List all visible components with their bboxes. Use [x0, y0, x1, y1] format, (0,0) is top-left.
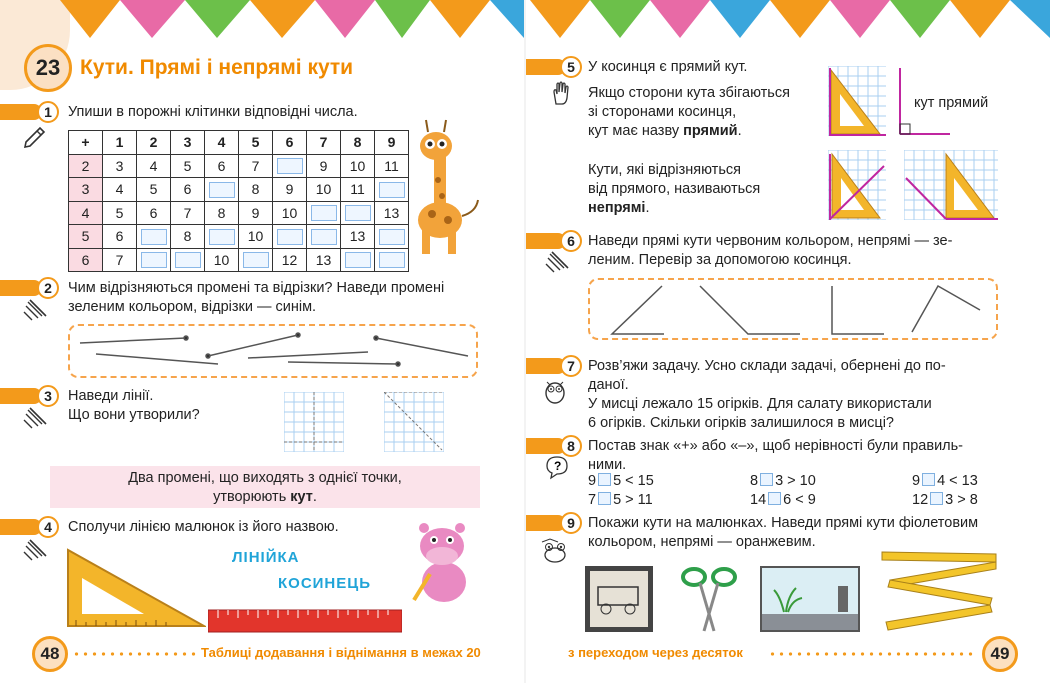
table-cell: 13	[375, 201, 409, 225]
empty-answer-cell[interactable]	[341, 248, 375, 272]
set-square-grid-right-angle	[828, 66, 886, 136]
task-9-line2: кольором, непрямі — оранжевим.	[588, 534, 816, 550]
table-cell: 10	[205, 248, 239, 272]
table-header-cell: 7	[307, 131, 341, 155]
task-3-text-line2: Що вони утворили?	[68, 407, 200, 423]
table-cell: 10	[273, 201, 307, 225]
task-5-line2: зі сторонами косинця,	[588, 104, 737, 120]
grid-angle-1	[284, 392, 344, 452]
svg-text:?: ?	[554, 459, 562, 473]
set-square-illustration	[66, 548, 206, 628]
lesson-title: Кути. Прямі і непрямі кути	[80, 56, 354, 79]
task-5-line1: Якщо сторони кута збігаються	[588, 85, 790, 101]
set-square-grid-obtuse	[904, 150, 998, 220]
answer-box[interactable]	[311, 229, 337, 245]
answer-box[interactable]	[209, 229, 235, 245]
table-row	[69, 201, 409, 225]
table-header-cell: 5	[239, 131, 273, 155]
inequality: 12 3 > 8	[912, 492, 978, 508]
ruler-illustration	[208, 608, 402, 634]
table-cell: 8	[205, 201, 239, 225]
task-5-line0: У косинця є прямий кут.	[588, 59, 748, 75]
table-header-cell: 8	[341, 131, 375, 155]
answer-box[interactable]	[277, 158, 303, 174]
table-cell: 10	[307, 178, 341, 202]
answer-box[interactable]	[243, 252, 269, 268]
table-cell: 9	[239, 201, 273, 225]
sign-box[interactable]	[768, 492, 781, 505]
table-cell: 6	[103, 225, 137, 249]
rays-segments-drawing	[68, 324, 478, 378]
inequality: 14 6 < 9	[750, 492, 816, 508]
table-row	[69, 178, 409, 202]
answer-box[interactable]	[175, 252, 201, 268]
page-number-right: 49	[982, 636, 1018, 672]
frog-icon	[540, 538, 570, 564]
footer-dots	[72, 652, 198, 656]
table-cell: 11	[341, 178, 375, 202]
table-header-cell: 9	[375, 131, 409, 155]
empty-answer-cell[interactable]	[137, 225, 171, 249]
task-8-line2: ними.	[588, 457, 627, 473]
table-cell: 4	[137, 154, 171, 178]
empty-answer-cell[interactable]	[171, 248, 205, 272]
task-number: 3	[37, 385, 59, 407]
answer-box[interactable]	[379, 229, 405, 245]
pencil-icon	[22, 538, 48, 564]
empty-answer-cell[interactable]	[239, 248, 273, 272]
owl-icon	[542, 378, 568, 404]
table-cell: 6	[137, 201, 171, 225]
table-cell: 8	[239, 178, 273, 202]
aquarium-illustration	[760, 566, 860, 632]
empty-answer-cell[interactable]	[137, 248, 171, 272]
table-header-cell: 1	[103, 131, 137, 155]
footer-text-right: з переходом через десяток	[568, 645, 743, 660]
table-cell: 10	[239, 225, 273, 249]
right-angle-label: кут прямий	[914, 95, 989, 111]
empty-answer-cell[interactable]	[273, 154, 307, 178]
empty-answer-cell[interactable]	[205, 225, 239, 249]
lesson-number: 23	[24, 44, 72, 92]
table-cell: 4	[103, 178, 137, 202]
task-bar	[0, 519, 42, 535]
empty-answer-cell[interactable]	[307, 201, 341, 225]
table-cell: 3	[103, 154, 137, 178]
hand-icon	[548, 80, 574, 106]
sign-box[interactable]	[598, 492, 611, 505]
inequality: 9 5 < 15	[588, 473, 654, 489]
answer-box[interactable]	[345, 205, 371, 221]
table-cell: 9	[273, 178, 307, 202]
table-cell: 5	[171, 154, 205, 178]
pencil-icon	[22, 122, 48, 148]
answer-box[interactable]	[345, 252, 371, 268]
grid-angle-2	[384, 392, 444, 452]
table-cell: 8	[171, 225, 205, 249]
framed-picture-illustration	[584, 565, 654, 633]
task-7-line1: Розв’яжи задачу. Усно склади задачі, обернені до по-	[588, 358, 946, 374]
rule-line1: Два промені, що виходять з однієї точки,	[128, 470, 402, 486]
set-square-grid-acute	[828, 150, 886, 220]
task-number: 8	[560, 435, 582, 457]
table-cell: 7	[103, 248, 137, 272]
task-5-line5: від прямого, називаються	[588, 181, 761, 197]
answer-box[interactable]	[311, 205, 337, 221]
inequality: 9 4 < 13	[912, 473, 978, 489]
table-header-cell: 6	[273, 131, 307, 155]
answer-box[interactable]	[141, 229, 167, 245]
answer-box[interactable]	[277, 229, 303, 245]
question-bubble-icon	[544, 454, 570, 480]
sign-box[interactable]	[760, 473, 773, 486]
table-cell: 13	[341, 225, 375, 249]
hippo-illustration	[408, 520, 478, 606]
inequality: 7 5 > 11	[588, 492, 653, 508]
table-row	[69, 248, 409, 272]
sign-box[interactable]	[930, 492, 943, 505]
task-5-line3: кут має назву прямий.	[588, 123, 742, 139]
answer-box[interactable]	[209, 182, 235, 198]
table-row-header: 2	[69, 154, 103, 178]
table-cell: 9	[307, 154, 341, 178]
task-number: 2	[37, 277, 59, 299]
task-2-text-line1: Чим відрізняються промені та відрізки? Наведи промені	[68, 280, 445, 296]
table-cell: 5	[103, 201, 137, 225]
angle-definition-box	[50, 466, 480, 508]
task-1-text: Упиши в порожні клітинки відповідні числа.	[68, 104, 358, 120]
table-cell: 7	[239, 154, 273, 178]
task-number: 9	[560, 512, 582, 534]
answer-box[interactable]	[141, 252, 167, 268]
task-6-line2: леним. Перевір за допомогою косинця.	[588, 252, 852, 268]
footer-text-left: Таблиці додавання і віднімання в межах 20	[201, 645, 481, 660]
table-row	[69, 225, 409, 249]
folding-ruler-illustration	[880, 550, 1000, 634]
empty-answer-cell[interactable]	[307, 225, 341, 249]
footer-dots	[768, 652, 976, 656]
table-row	[69, 154, 409, 178]
task-number: 5	[560, 56, 582, 78]
giraffe-illustration	[406, 116, 484, 256]
table-header-cell: +	[69, 131, 103, 155]
empty-answer-cell[interactable]	[375, 248, 409, 272]
task-7-line2: даної.	[588, 377, 629, 393]
rule-line2: утворюють кут.	[213, 489, 317, 505]
task-6-line1: Наведи прямі кути червоним кольором, непрямі — зе-	[588, 233, 953, 249]
table-cell: 11	[375, 154, 409, 178]
sign-box[interactable]	[598, 473, 611, 486]
task-7-line3: У мисці лежало 15 огірків. Для салату використали	[588, 396, 932, 412]
table-cell: 6	[171, 178, 205, 202]
task-5-line6: непрямі.	[588, 200, 650, 216]
angles-drawing	[588, 278, 998, 340]
inequality: 8 3 > 10	[750, 473, 816, 489]
task-number: 6	[560, 230, 582, 252]
empty-answer-cell[interactable]	[375, 225, 409, 249]
task-number: 4	[37, 516, 59, 538]
task-4-text: Сполучи лінією малюнок із його назвою.	[68, 519, 339, 535]
table-header-cell: 4	[205, 131, 239, 155]
pencil-icon	[22, 406, 48, 432]
table-cell: 6	[205, 154, 239, 178]
table-row-header: 3	[69, 178, 103, 202]
table-cell: 10	[341, 154, 375, 178]
label-ruler[interactable]: ЛІНІЙКА	[232, 549, 300, 566]
task-8-line1: Постав знак «+» або «–», щоб нерівності були правиль-	[588, 438, 964, 454]
task-bar	[0, 388, 42, 404]
empty-answer-cell[interactable]	[341, 201, 375, 225]
table-row-header: 6	[69, 248, 103, 272]
task-number: 1	[37, 101, 59, 123]
answer-box[interactable]	[379, 182, 405, 198]
table-header-cell: 2	[137, 131, 171, 155]
task-3-text-line1: Наведи лінії.	[68, 388, 154, 404]
task-9-line1: Покажи кути на малюнках. Наведи прямі кути фіолетовим	[588, 515, 979, 531]
task-2-text-line2: зеленим кольором, відрізки — синім.	[68, 299, 317, 315]
addition-table	[68, 130, 409, 272]
pencil-icon	[22, 298, 48, 324]
table-row-header: 4	[69, 201, 103, 225]
empty-answer-cell[interactable]	[375, 178, 409, 202]
task-5-line4: Кути, які відрізняються	[588, 162, 741, 178]
task-bar	[0, 104, 42, 120]
task-bar	[0, 280, 42, 296]
table-cell: 12	[273, 248, 307, 272]
table-header-cell: 3	[171, 131, 205, 155]
label-set-square[interactable]: КОСИНЕЦЬ	[278, 575, 372, 592]
sign-box[interactable]	[922, 473, 935, 486]
scissors-illustration	[680, 565, 738, 633]
empty-answer-cell[interactable]	[205, 178, 239, 202]
task-7-line4: 6 огірків. Скільки огірків залишилося в мисці?	[588, 415, 894, 431]
empty-answer-cell[interactable]	[273, 225, 307, 249]
table-cell: 7	[171, 201, 205, 225]
task-number: 7	[560, 355, 582, 377]
table-cell: 13	[307, 248, 341, 272]
pencil-icon	[544, 250, 570, 276]
page-number-left: 48	[32, 636, 68, 672]
answer-box[interactable]	[379, 252, 405, 268]
table-row-header: 5	[69, 225, 103, 249]
page-divider	[524, 0, 526, 683]
table-cell: 5	[137, 178, 171, 202]
